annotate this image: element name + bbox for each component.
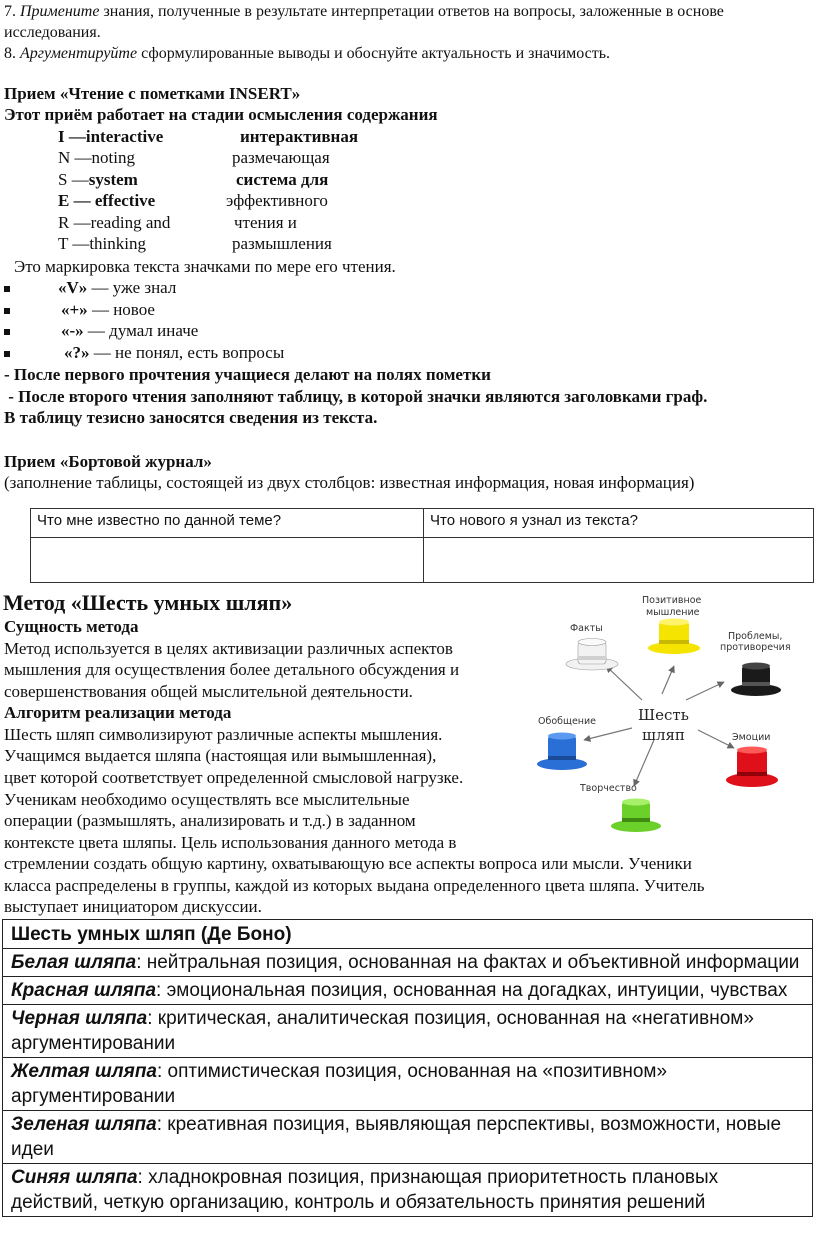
mark-item [58, 277, 176, 299]
diagram-label-facts: Факты [570, 623, 603, 634]
mark-symbol: «-» [61, 321, 84, 340]
algorithm-line: операции (размышлять, анализировать и т.д.) в заданном [4, 811, 416, 830]
bullet-icon [4, 351, 10, 357]
essence-line: Метод используется в целях активизации различных аспектов [4, 639, 453, 658]
insert-letter-i: I —interactive [58, 127, 164, 146]
table-row [3, 1058, 813, 1111]
hat-description: : критическая, аналитическая позиция, основанная на «негативном» аргументировании [11, 1008, 754, 1054]
hat-row-green [3, 1111, 813, 1164]
algorithm-line: выступает инициатором дискуссии. [4, 897, 262, 916]
diagram-label-problems-2: противоречия [720, 642, 791, 653]
insert-heading: Прием «Чтение с пометками INSERT» [4, 84, 301, 103]
insert-letter-t: T —thinking [58, 234, 146, 253]
diagram-label-creativity: Творчество [580, 783, 637, 794]
six-hats-table-title-text: Шесть умных шляп (Де Боно) [11, 923, 292, 945]
diagram-label-problems-1: Проблемы, [728, 631, 783, 642]
mark-symbol: «V» [58, 278, 88, 297]
hat-name: Белая шляпа [11, 952, 137, 973]
essence-line: совершенствования общей мыслительной деятельности. [4, 682, 413, 701]
algorithm-line: класса распределены в группы, каждой из которых выдана определенного цвета шляпа. Учитель [4, 876, 705, 895]
algorithm-line: стремлении создать общую картину, охватывающую все аспекты вопроса или мысли. Ученики [4, 854, 692, 873]
insert-step-1: - После первого прочтения учащиеся делают на полях пометки [4, 365, 491, 384]
table-row [3, 949, 813, 977]
hats-method-title: Метод «Шесть умных шляп» [3, 590, 293, 615]
essence-line: мышления для осуществления более детального обсуждения и [4, 660, 460, 679]
journal-heading: Прием «Бортовой журнал» [4, 452, 212, 471]
hat-name: Синяя шляпа [11, 1167, 138, 1188]
table-row [3, 977, 813, 1005]
item-8-verb: Аргументируйте [20, 45, 138, 62]
insert-letter-e: E — effective [58, 191, 156, 210]
marking-intro: Это маркировка текста значками по мере его чтения. [14, 257, 396, 276]
item-8 [4, 43, 610, 64]
insert-letter-s [58, 169, 138, 191]
insert-letter-t-ru: размышления [232, 234, 332, 253]
journal-description: (заполнение таблицы, состоящей из двух столбцов: известная информация, новая информация) [4, 473, 695, 492]
red-hat-icon [726, 747, 778, 788]
journal-cell-empty [31, 538, 424, 583]
mark-item [61, 299, 155, 321]
hat-row-blue [3, 1164, 813, 1217]
insert-letter-e-ru: эффективного [226, 191, 328, 210]
diagram-label-positive-2: мышление [646, 607, 700, 618]
hat-description: : креативная позиция, выявляющая перспективы, возможности, новые идеи [11, 1114, 782, 1160]
bullet-icon [4, 286, 10, 292]
hat-description: : оптимистическая позиция, основанная на «позитивном» аргументировании [11, 1061, 668, 1107]
six-hats-table [2, 919, 813, 1217]
mark-item [64, 342, 284, 364]
table-row [3, 920, 813, 949]
blue-hat-icon [537, 733, 587, 771]
mark-text: — новое [91, 300, 155, 319]
algorithm-line: цвет которой соответствует определенной смысловой нагрузке. [4, 768, 464, 787]
insert-subheading: Этот приём работает на стадии осмысления содержания [4, 105, 438, 124]
item-7-number: 7. [4, 3, 16, 20]
hat-description: : хладнокровная позиция, признающая приоритетность плановых действий, четкую организацию, контроль и обязательность принятия решений [11, 1167, 719, 1213]
algorithm-line: Ученикам необходимо осуществлять все мыслительные [4, 790, 410, 809]
green-hat-icon [611, 799, 661, 833]
item-7-verb: Примените [20, 3, 100, 20]
insert-step-3: В таблицу тезисно заносятся сведения из текста. [4, 408, 378, 427]
hat-row-red [3, 977, 813, 1005]
mark-symbol: «+» [61, 300, 88, 319]
algorithm-line: Шесть шляп символизируют различные аспекты мышления. [4, 725, 443, 744]
insert-letter-s-prefix: S — [58, 170, 89, 189]
yellow-hat-icon [648, 619, 700, 655]
mark-text: — не понял, есть вопросы [93, 343, 285, 362]
essence-heading: Сущность метода [4, 617, 139, 636]
white-hat-icon [566, 639, 618, 671]
diagram-label-emotions: Эмоции [732, 732, 771, 743]
table-row [3, 1111, 813, 1164]
insert-letter-r-ru: чтения и [234, 213, 297, 232]
journal-col-known: Что мне известно по данной теме? [31, 509, 424, 538]
insert-letter-i-ru: интерактивная [240, 127, 359, 146]
mark-symbol: «?» [64, 343, 90, 362]
insert-letter-r: R —reading and [58, 213, 171, 232]
item-7 [4, 1, 812, 22]
hat-description: : эмоциональная позиция, основанная на догадках, интуиции, чувствах [156, 980, 788, 1001]
mark-item [61, 320, 198, 342]
journal-col-new: Что нового я узнал из текста? [424, 509, 814, 538]
mark-text: — думал иначе [87, 321, 199, 340]
diagram-label-summary: Обобщение [538, 716, 597, 727]
item-8-text: сформулированные выводы и обоснуйте актуальность и значимость. [141, 45, 611, 62]
insert-letter-n-ru: размечающая [232, 148, 330, 167]
diagram-center-label-2: шляп [642, 726, 685, 744]
hat-name: Желтая шляпа [11, 1061, 157, 1082]
bullet-icon [4, 308, 10, 314]
diagram-label-positive-1: Позитивное [642, 595, 702, 606]
insert-step-2: - После второго чтения заполняют таблицу, в которой значки являются заголовками граф. [4, 387, 708, 406]
item-7-text: знания, полученные в результате интерпретации ответов на вопросы, заложенные в основе [103, 3, 724, 20]
algorithm-line: Учащимся выдается шляпа (настоящая или вымышленная), [4, 746, 437, 765]
hat-row-white [3, 949, 813, 977]
insert-letter-n: N —noting [58, 148, 135, 167]
six-hats-diagram [524, 590, 814, 840]
algorithm-heading: Алгоритм реализации метода [4, 703, 232, 722]
journal-table [30, 508, 814, 583]
mark-text: — уже знал [91, 278, 177, 297]
table-row [31, 538, 814, 583]
hat-row-black [3, 1005, 813, 1058]
table-row [31, 509, 814, 538]
hat-description: : нейтральная позиция, основанная на фактах и объективной информации [136, 952, 800, 973]
black-hat-icon [731, 663, 781, 697]
item-8-number: 8. [4, 45, 16, 62]
hat-row-yellow [3, 1058, 813, 1111]
algorithm-line: контексте цвета шляпы. Цель использования данного метода в [4, 833, 457, 852]
table-row [3, 1164, 813, 1217]
insert-letter-s-ru: система для [236, 170, 329, 189]
item-7-continuation: исследования. [4, 24, 101, 41]
six-hats-table-title [3, 920, 813, 949]
journal-cell-empty [424, 538, 814, 583]
insert-letter-s-word: system [88, 170, 138, 189]
hat-name: Черная шляпа [11, 1008, 148, 1029]
table-row [3, 1005, 813, 1058]
diagram-center-label-1: Шесть [638, 706, 689, 724]
bullet-icon [4, 329, 10, 335]
hat-name: Красная шляпа [11, 980, 157, 1001]
hat-name: Зеленая шляпа [11, 1114, 157, 1135]
